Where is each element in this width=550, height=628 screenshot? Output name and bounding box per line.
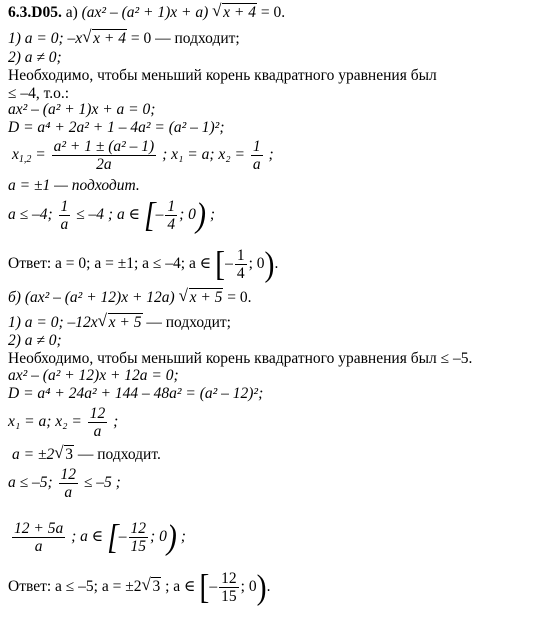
case-sqrt: √ x + 4 [83,30,127,48]
ineq-a: a ≤ –4; [8,206,53,224]
equation-sqrt: √ x + 5 [180,289,224,307]
bracket-close: ) [195,195,206,234]
condition-b: Необходимо, чтобы меньший корень квадратного уравнения был ≤ –5. [8,350,473,367]
answer-mid: ; a ∈ [165,578,196,596]
roots-a [12,138,274,173]
bracket-close: ) [166,517,177,556]
ineq-a: a ≤ –5; [8,474,53,492]
quadratic-a: ax² – (a² + 1)x + a = 0; [8,101,156,118]
equation-left: (ax² – (a² + 1)x + a) [81,4,209,21]
final-interval-end: ; 0 [150,528,167,546]
answer-text: Ответ: a = 0; a = ±1; a ≤ –4; a ∈ [8,255,212,273]
interval-end: ; 0 [179,206,196,224]
final-end: ; [180,528,186,546]
ineq-end: ; [209,206,215,224]
case-a-zero [8,30,240,48]
bracket-close: ) [256,567,267,606]
case-text: 1) a = 0; –12x [8,314,98,331]
answer-interval-end: ; 0 [240,578,257,596]
final-mid: ; a ∈ [71,528,104,546]
ineq-fraction: $\frac{1}{a}$ [60,198,69,233]
bracket-close: ) [264,244,275,283]
problem-b-equation [8,289,252,307]
inequality-a: a ≤ –4; $\frac{1}{a}$ ≤ –4 ; a ∈ [– $\frac{1}{4}$ ; 0) ; [8,195,215,234]
inequality-b [8,466,121,501]
ineq-end: ≤ –5 ; [83,474,121,492]
x2-fraction: $\frac{1}{a}$ [252,138,261,173]
equation-right: = 0. [260,4,286,21]
roots-text: x₁ = a; x₂ = [8,413,82,431]
bracket-open: [ [215,244,226,283]
equation-sqrt: √ x + 4 [213,4,257,22]
problem-a-equation [8,4,285,22]
condition-line-1: Необходимо, чтобы меньший корень квадратного уравнения был [8,67,437,84]
pm-sqrt: √ 3 [55,446,74,464]
roots-lhs: x [12,146,19,164]
case-a-nonzero: 2) a ≠ 0; [8,49,62,66]
ineq-fraction: $\frac{12}{a}$ [60,466,77,501]
case-tail: = 0 — подходит; [130,30,240,47]
final-interval-fraction: $\frac{12}{15}$ [130,520,147,555]
bracket-open: [ [199,567,210,606]
quadratic-b: ax² – (a² + 12)x + 12a = 0; [8,367,179,384]
final-b: $\frac{12 + 5a}{a}$ ; a ∈ [– $\frac{12}{15}$ ; 0) ; [14,517,186,556]
equation-left: б) (ax² – (a² + 12)x + 12a) [8,289,175,306]
roots-end: ; [268,146,274,164]
roots-end: ; [113,413,119,431]
roots-fraction: $\frac{\text{a² + 1 ± (a² – 1)}}{2a}$ [53,138,155,173]
bracket-open: [ [143,195,156,234]
ineq-mid: ≤ –4 ; a ∈ [76,206,141,224]
answer-b: Ответ: a ≤ –5; a = ±2√ 3 ; a ∈ [– $\frac{12}{15}$ ; 0). [8,570,270,605]
roots-sub: 1,2 [18,154,32,166]
pm-tail: — подходит. [77,446,161,463]
part-a-label: а) [65,4,78,21]
case-text: 1) a = 0; –x [8,30,83,47]
answer-end: . [274,255,279,273]
roots-mid: ; x₁ = a; x₂ = [162,146,245,164]
answer-end: . [266,578,271,596]
case-b-zero [8,314,231,332]
equation-right: = 0. [227,289,252,306]
case-tail: — подходит; [146,314,231,331]
roots-eq: = [35,146,46,164]
answer-fraction: $\frac{1}{4}$ [236,247,245,282]
answer-fraction: $\frac{12}{15}$ [221,570,237,605]
answer-text: Ответ: a ≤ –5; a = ±2 [8,578,142,596]
answer-sqrt: √ 3 [142,578,161,596]
discriminant-a: D = a⁴ + 2a² + 1 – 4a² = (a² – 1)²; [8,119,225,136]
condition-line-2: ≤ –4, т.о.: [8,85,70,102]
answer-a: Ответ: a = 0; a = ±1; a ≤ –4; a ∈ [– $\frac{1}{4}$ ; 0). [8,244,279,283]
problem-id: 6.3.D05. [8,4,62,21]
final-fraction: $\frac{12 + 5a}{a}$ [14,520,64,555]
x2-fraction: $\frac{12}{a}$ [89,405,106,440]
a-equals-pm2sqrt3 [12,446,161,464]
interval-fraction: $\frac{1}{4}$ [167,198,176,233]
case-sqrt: √ x + 5 [99,314,143,332]
answer-interval-end: ; 0 [248,255,265,273]
a-equals-pm1: a = ±1 — подходит. [8,177,140,194]
bracket-open: [ [107,517,119,556]
pm-text: a = ±2 [12,446,55,463]
case-b-nonzero: 2) a ≠ 0; [8,332,62,349]
discriminant-b: D = a⁴ + 24a² + 144 – 48a² = (a² – 12)²; [8,385,264,402]
roots-b [8,405,118,440]
